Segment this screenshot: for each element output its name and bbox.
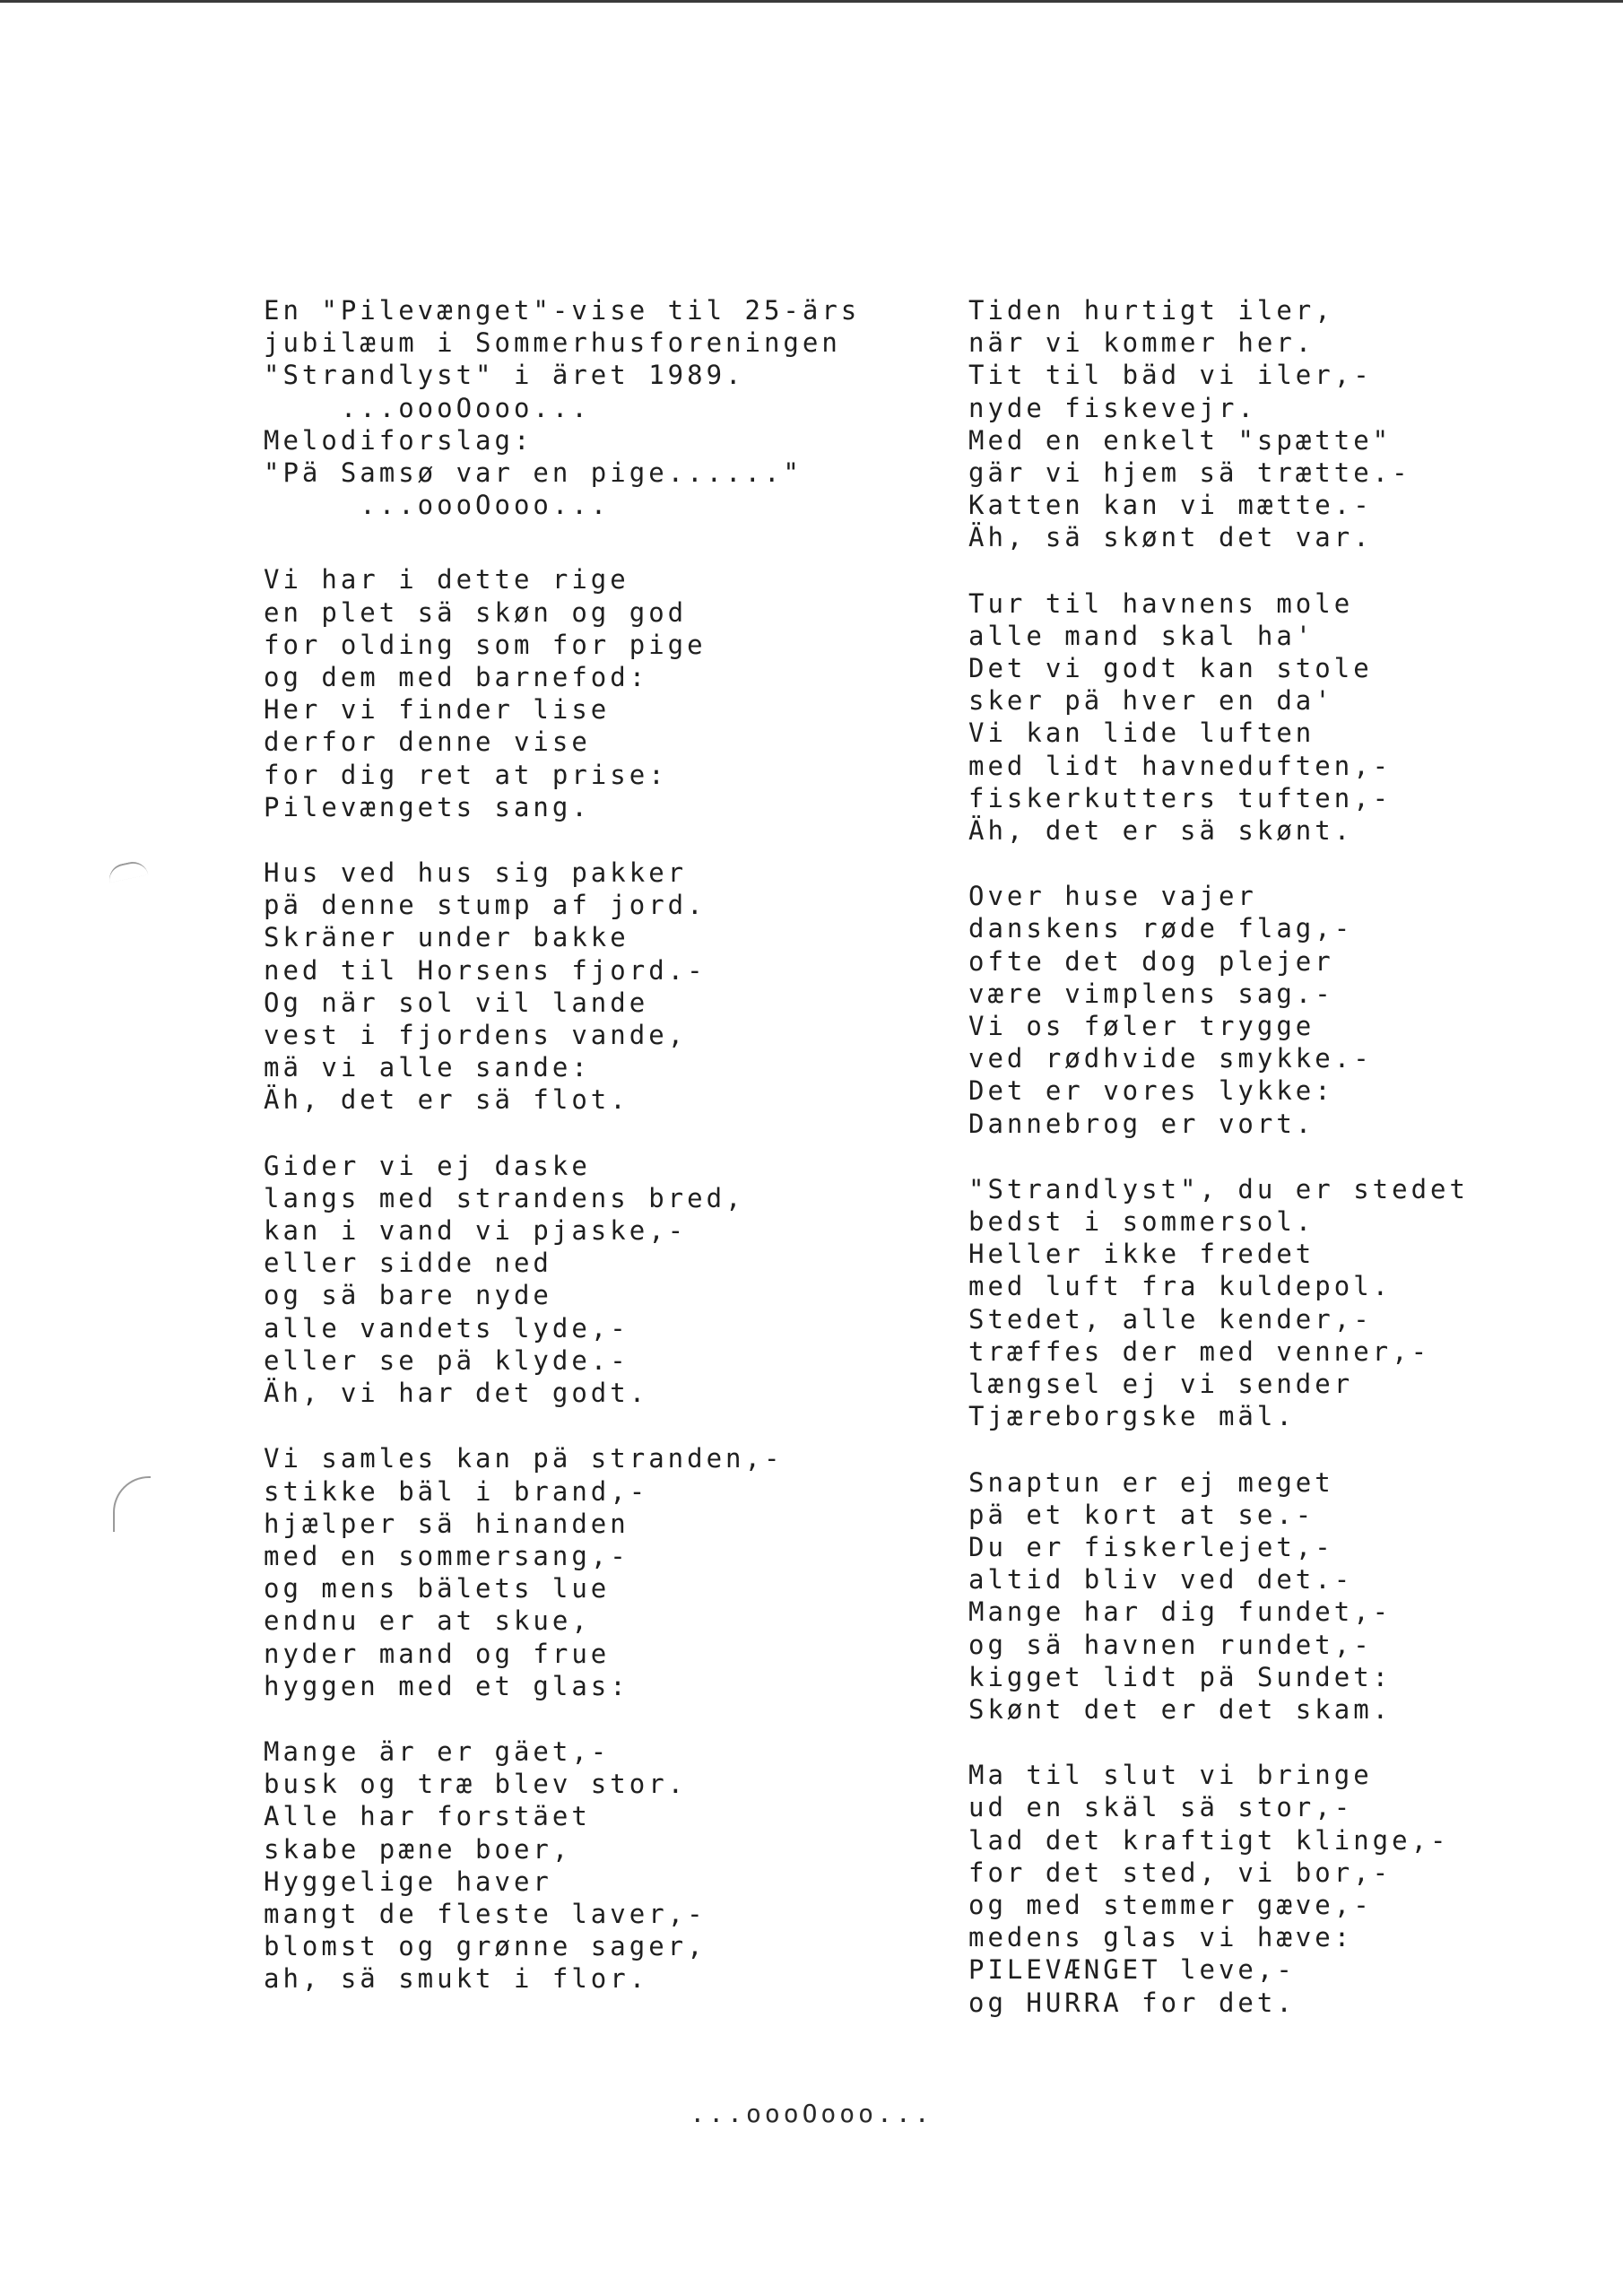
intro-line: "Pä Samsø var en pige......": [264, 457, 803, 489]
verse-line: Äh, det er sä flot.: [264, 1084, 629, 1116]
verse-line: lad det kraftigt klinge,-: [968, 1824, 1450, 1856]
verse-line: bedst i sommersol.: [968, 1206, 1315, 1238]
stanza: [264, 857, 945, 1117]
scan-margin-mark: [107, 859, 149, 883]
verse-line: skabe pæne boer,: [264, 1833, 572, 1865]
verse-line: Pilevængets sang.: [264, 791, 591, 822]
verse-line: være vimplens sag.-: [968, 978, 1334, 1009]
intro-line: ...oooOooo...: [264, 392, 591, 423]
verse-line: PILEVÆNGET leve,-: [968, 1954, 1296, 1986]
verse-line: Og när sol vil lande: [264, 987, 649, 1018]
verse-line: Stedet, alle kender,-: [968, 1303, 1373, 1335]
verse-line: Gider vi ej daske: [264, 1150, 591, 1181]
verse-line: Hus ved hus sig pakker: [264, 857, 688, 889]
verse-line: og med stemmer gæve,-: [968, 1889, 1373, 1920]
verse-line: när vi kommer her.: [968, 327, 1315, 359]
verse-line: Tiden hurtigt iler,: [968, 295, 1334, 326]
intro-line: Melodiforslag:: [264, 424, 534, 456]
verse-line: medens glas vi hæve:: [968, 1922, 1354, 1953]
verse-line: for olding som for pige: [264, 629, 707, 660]
verse-line: kan i vand vi pjaske,-: [264, 1215, 688, 1247]
verse-line: længsel ej vi sender: [968, 1369, 1354, 1400]
verse-line: kigget lidt pä Sundet:: [968, 1661, 1393, 1692]
intro-line: ...oooOooo...: [264, 490, 611, 521]
stanza: [968, 1759, 1614, 2019]
scan-top-edge: [0, 0, 1623, 3]
verse-line: pä et kort at se.-: [968, 1499, 1315, 1530]
verse-line: endnu er at skue,: [264, 1605, 591, 1637]
verse-line: fiskerkutters tuften,-: [968, 782, 1393, 813]
verse-line: Äh, vi har det godt.: [264, 1378, 649, 1409]
verse-line: Hyggelige haver: [264, 1866, 552, 1897]
verse-line: Mange har dig fundet,-: [968, 1596, 1393, 1628]
verse-line: Alle har forstäet: [264, 1801, 591, 1832]
verse-line: Her vi finder lise: [264, 694, 611, 726]
verse-line: Dannebrog er vort.: [968, 1108, 1315, 1139]
verse-line: Katten kan vi mætte.-: [968, 490, 1373, 521]
verse-line: sker pä hver en da': [968, 685, 1334, 717]
verse-line: Det vi godt kan stole: [968, 653, 1373, 684]
verse-line: Skønt det er det skam.: [968, 1693, 1393, 1725]
verse-line: Med en enkelt "spætte": [968, 424, 1393, 456]
verse-line: Vi har i dette rige: [264, 564, 629, 596]
intro-line: En "Pilevænget"-vise til 25-ärs: [264, 295, 861, 326]
verse-line: Heller ikke fredet: [968, 1239, 1315, 1270]
verse-line: Det er vores lykke:: [968, 1075, 1334, 1107]
verse-line: Vi samles kan pä stranden,-: [264, 1443, 784, 1474]
verse-line: ved rødhvide smykke.-: [968, 1043, 1373, 1074]
verse-line: og sä bare nyde: [264, 1280, 552, 1311]
left-column: [264, 294, 945, 1996]
stanza: [264, 1150, 945, 1410]
verse-line: ned til Horsens fjord.-: [264, 954, 707, 986]
verse-line: "Strandlyst", du er stedet: [968, 1173, 1469, 1205]
verse-line: og sä havnen rundet,-: [968, 1629, 1373, 1660]
verse-line: med lidt havneduften,-: [968, 750, 1393, 781]
verse-line: med en sommersang,-: [264, 1540, 629, 1571]
verse-line: for dig ret at prise:: [264, 759, 668, 790]
stanza: [968, 1466, 1614, 1726]
verse-line: danskens røde flag,-: [968, 913, 1354, 944]
stanza: [968, 294, 1614, 554]
verse-line: ud en skäl sä stor,-: [968, 1792, 1354, 1823]
verse-line: Mange är er gäet,-: [264, 1735, 611, 1767]
verse-line: hyggen med et glas:: [264, 1670, 629, 1701]
verse-line: og dem med barnefod:: [264, 662, 649, 693]
verse-line: Äh, det er sä skønt.: [968, 815, 1354, 847]
verse-line: busk og træ blev stor.: [264, 1769, 688, 1800]
verse-line: stikke bäl i brand,-: [264, 1475, 649, 1507]
verse-line: Vi kan lide luften: [968, 718, 1315, 749]
intro-block: [264, 294, 945, 521]
verse-line: Tit til bäd vi iler,-: [968, 360, 1373, 391]
verse-line: eller sidde ned: [264, 1248, 552, 1279]
verse-line: eller se pä klyde.-: [264, 1344, 629, 1376]
verse-line: Skräner under bakke: [264, 922, 629, 953]
stanza: [264, 563, 945, 823]
verse-line: derfor denne vise: [264, 726, 591, 758]
verse-line: mä vi alle sande:: [264, 1052, 591, 1083]
stanza: [968, 880, 1614, 1140]
verse-line: træffes der med venner,-: [968, 1335, 1431, 1367]
stanza: [264, 1442, 945, 1702]
footer-ornament: ...oooOooo...: [690, 2099, 933, 2128]
verse-line: nyde fiskevejr.: [968, 392, 1257, 423]
verse-line: hjælper sä hinanden: [264, 1508, 629, 1539]
verse-line: Vi os føler trygge: [968, 1011, 1315, 1042]
intro-line: jubilæum i Sommerhusforeningen: [264, 327, 841, 359]
verse-line: alle vandets lyde,-: [264, 1312, 629, 1344]
stanza: [264, 1735, 945, 1996]
verse-line: gär vi hjem sä trætte.-: [968, 457, 1411, 489]
verse-line: Over huse vajer: [968, 881, 1257, 912]
intro-line: "Strandlyst" i äret 1989.: [264, 360, 745, 391]
verse-line: Tjæreborgske mäl.: [968, 1401, 1296, 1432]
verse-line: ah, sä smukt i flor.: [264, 1963, 649, 1995]
verse-line: og HURRA for det.: [968, 1987, 1296, 2018]
verse-line: for det sted, vi bor,-: [968, 1857, 1393, 1888]
scan-margin-mark: [113, 1476, 151, 1532]
verse-line: mangt de fleste laver,-: [264, 1898, 707, 1929]
verse-line: blomst og grønne sager,: [264, 1931, 707, 1962]
stanza: [968, 587, 1614, 848]
verse-line: Äh, sä skønt det var.: [968, 522, 1373, 553]
verse-line: nyder mand og frue: [264, 1638, 611, 1669]
verse-line: langs med strandens bred,: [264, 1182, 745, 1213]
verse-line: pä denne stump af jord.: [264, 890, 707, 921]
verse-line: ofte det dog plejer: [968, 945, 1334, 977]
verse-line: alle mand skal ha': [968, 620, 1315, 651]
verse-line: Tur til havnens mole: [968, 587, 1354, 619]
verse-line: vest i fjordens vande,: [264, 1020, 688, 1051]
verse-line: en plet sä skøn og god: [264, 596, 688, 628]
verse-line: og mens bälets lue: [264, 1573, 611, 1605]
verse-line: Ma til slut vi bringe: [968, 1760, 1373, 1791]
verse-line: Du er fiskerlejet,-: [968, 1531, 1334, 1562]
verse-line: Snaptun er ej meget: [968, 1466, 1334, 1498]
right-column: [968, 294, 1614, 2019]
verse-line: altid bliv ved det.-: [968, 1564, 1354, 1596]
verse-line: med luft fra kuldepol.: [968, 1271, 1393, 1302]
stanza: [968, 1173, 1614, 1433]
